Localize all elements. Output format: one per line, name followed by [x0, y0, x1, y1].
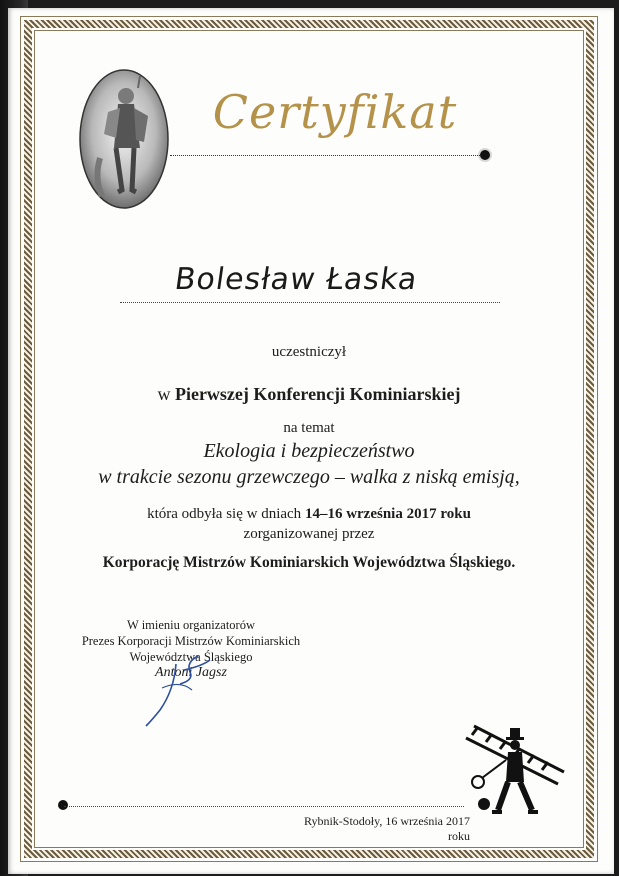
- date-value: 14–16 września 2017 roku: [304, 506, 471, 522]
- organizer-name: Korporację Mistrzów Kominiarskich Województwa Śląskiego.: [102, 554, 516, 571]
- conference-name: Pierwszej Konferencji Kominiarskiej: [174, 384, 461, 404]
- recipient-name: Bolesław Łaska: [172, 262, 420, 297]
- signature-line-2: Prezes Korporacji Mistrzów Kominiarskich: [81, 634, 301, 648]
- conference-line: [34, 384, 584, 405]
- place-and-date: Rybnik-Stodoły, 16 września 2017 roku: [303, 814, 470, 843]
- saint-florian-medallion: [78, 68, 170, 210]
- chimney-sweep-with-ladder-icon: [462, 722, 566, 818]
- topic-intro: na temat: [283, 420, 335, 436]
- participated-text: uczestniczył: [271, 344, 347, 360]
- name-dotted-line: [120, 302, 500, 303]
- date-prefix: która odbyła się w dniach: [147, 506, 302, 522]
- date-line: [34, 506, 584, 523]
- handwritten-signature: [140, 650, 220, 730]
- topic-line-2: w trakcie sezonu grzewczego – walka z niską emisją,: [98, 466, 520, 488]
- organized-by-text: zorganizowanej przez: [243, 526, 375, 542]
- topic-line-1: Ekologia i bezpieczeństwo: [203, 440, 415, 462]
- title-line-end-dot: [480, 150, 490, 160]
- signatory-name: Antoni Jagsz: [155, 665, 227, 680]
- certificate-title: Certyfikat: [212, 85, 458, 139]
- signature-line-3: Województwa Śląskiego: [129, 650, 253, 664]
- bottom-line-end-dot: [58, 800, 68, 810]
- bottom-dotted-line: [64, 806, 464, 807]
- conference-prefix: w: [157, 384, 171, 404]
- title-dotted-line: [170, 155, 482, 156]
- signature-line-1: W imieniu organizatorów: [127, 618, 255, 632]
